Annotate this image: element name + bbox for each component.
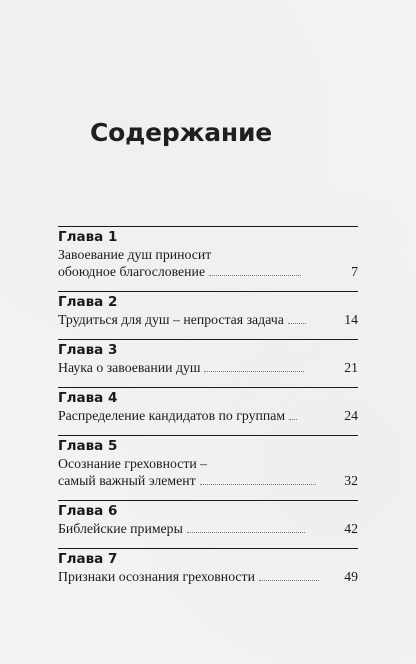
chapter-label: Глава 1 xyxy=(58,229,118,245)
toc-chapter-2 xyxy=(58,291,358,328)
entry-title-line: Осознание греховности – xyxy=(58,456,208,471)
page-number: 42 xyxy=(344,521,358,536)
entry-title-line: Распределение кандидатов по группам xyxy=(58,408,286,423)
toc-entry xyxy=(58,359,358,376)
dot-leader xyxy=(187,531,305,533)
page-number: 21 xyxy=(344,360,358,375)
entry-title-line: самый важный элемент xyxy=(58,473,196,488)
toc-chapter-1 xyxy=(58,226,358,280)
toc-chapter-6 xyxy=(58,500,358,537)
toc-entry xyxy=(58,568,358,585)
entry-title xyxy=(58,568,358,585)
entry-title-line: Наука о завоевании душ xyxy=(58,360,201,375)
entry-title xyxy=(58,311,358,328)
toc-entry xyxy=(58,246,358,280)
dot-leader xyxy=(209,274,301,276)
entry-title xyxy=(58,246,358,280)
page-title: Содержание xyxy=(90,118,273,147)
chapter-label: Глава 6 xyxy=(58,503,118,519)
page-number: 24 xyxy=(344,408,358,423)
chapter-label: Глава 2 xyxy=(58,294,118,310)
entry-title-line: обоюдное благословение xyxy=(58,264,206,279)
toc-chapter-7 xyxy=(58,548,358,585)
dot-leader xyxy=(288,322,306,324)
entry-title-line: Библейские примеры xyxy=(58,521,183,536)
page-number: 14 xyxy=(344,312,358,327)
dot-leader xyxy=(204,370,304,372)
entry-title-line: Трудиться для душ – непростая задача xyxy=(58,312,284,327)
toc-entry xyxy=(58,520,358,537)
chapter-label: Глава 3 xyxy=(58,342,118,358)
entry-title xyxy=(58,407,358,424)
entry-title-line: Признаки осознания греховности xyxy=(58,569,255,584)
toc-entry xyxy=(58,311,358,328)
page-number: 32 xyxy=(344,473,358,488)
entry-title xyxy=(58,455,358,489)
toc-chapter-4 xyxy=(58,387,358,424)
chapter-label: Глава 7 xyxy=(58,551,118,567)
toc-entry xyxy=(58,407,358,424)
entry-title xyxy=(58,520,358,537)
toc-chapter-5 xyxy=(58,435,358,489)
dot-leader xyxy=(259,579,319,581)
entry-title xyxy=(58,359,358,376)
toc-chapter-3 xyxy=(58,339,358,376)
page-number: 7 xyxy=(351,264,358,279)
page-number: 49 xyxy=(344,569,358,584)
chapter-label: Глава 5 xyxy=(58,438,118,454)
table-of-contents xyxy=(58,226,358,596)
dot-leader xyxy=(200,483,316,485)
entry-title-line: Завоевание душ приносит xyxy=(58,247,212,262)
toc-entry xyxy=(58,455,358,489)
chapter-label: Глава 4 xyxy=(58,390,118,406)
dot-leader xyxy=(289,418,297,420)
